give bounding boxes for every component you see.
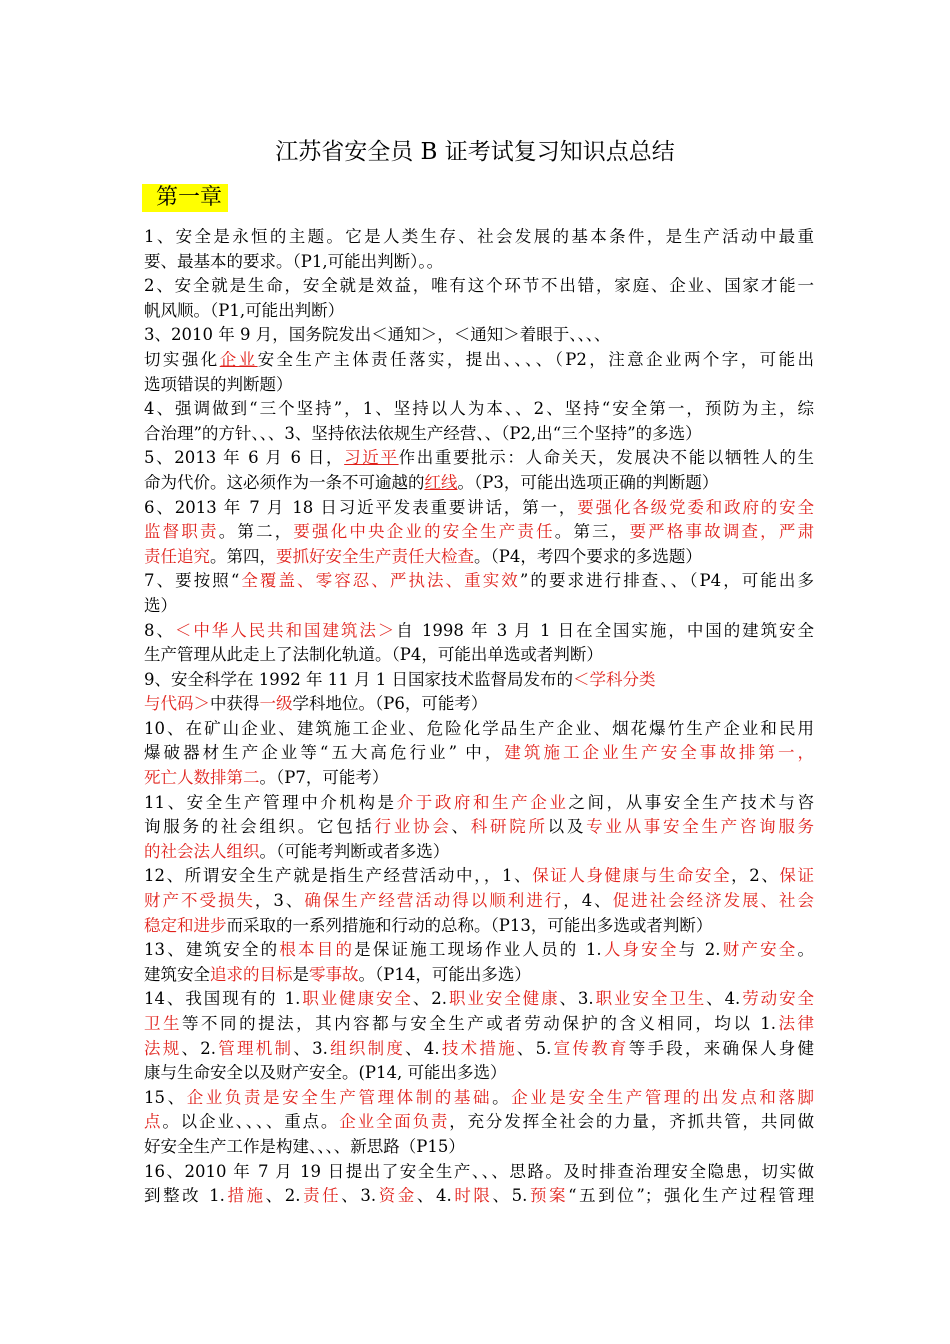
text-line [144, 520, 814, 545]
text-segment: 、2. [181, 1038, 217, 1058]
highlighted-text: 行业协会 [374, 817, 452, 837]
highlighted-text: 财产安全 [720, 940, 798, 960]
highlighted-text: 保证 [779, 866, 815, 886]
text-line [144, 741, 814, 766]
text-segment: 。（P14，可能出多选） [358, 964, 531, 984]
highlighted-text: 稳定和进步 [144, 915, 227, 935]
text-line [144, 397, 814, 422]
highlighted-text: ＜中华人民共和国建筑法＞ [174, 620, 395, 640]
highlighted-text: 责任 [300, 1186, 342, 1206]
text-segment: 、3. [559, 989, 594, 1009]
text-segment: 。（P3，可能出选项正确的判断题） [457, 472, 719, 492]
highlighted-text: 企业负责是安全生产管理体制的基础 [186, 1087, 493, 1107]
text-segment: 学科地位。（P6，可能考） [292, 694, 488, 714]
highlighted-text: 组织制度 [327, 1038, 406, 1058]
text-segment: 、5. [516, 1038, 552, 1058]
highlighted-text: 追求的目标 [210, 964, 293, 984]
highlighted-text: 要严格事故调查，严肃 [629, 522, 815, 542]
highlighted-text: 习近平 [344, 448, 399, 468]
highlighted-text: 零事故 [309, 964, 359, 984]
text-segment: 、3. [341, 1186, 377, 1206]
text-segment: 。（P7，可能考） [259, 768, 389, 788]
text-segment: 选项错误的判断题） [144, 374, 293, 394]
highlighted-text: 根本目的 [279, 940, 355, 960]
highlighted-text: 职业健康安全 [300, 989, 413, 1009]
text-line [144, 545, 814, 570]
highlighted-text: 要强化中央企业的安全生产责任 [293, 522, 555, 542]
text-segment: 而采取的一系列措施和行动的总称。（P13，可能出多选或者判断） [226, 915, 713, 935]
text-segment: 作出重要批示：人命关天，发展决不能以牺牲人的生 [398, 448, 814, 468]
text-line [144, 1184, 814, 1209]
text-segment: 4、强调做到“三个坚持”，1、坚持以人为本、、2、坚持“安全第一，预防为主，综 [144, 399, 814, 419]
text-segment: 。以企业、、、、重点。 [162, 1112, 340, 1132]
document-body [144, 225, 814, 1209]
text-line [144, 1037, 814, 1062]
text-segment: 命为代价。这必须作为一条不可逾越的 [144, 472, 425, 492]
highlighted-text: 要抓好安全生产责任大检查 [276, 546, 474, 566]
text-line [144, 323, 814, 348]
text-line [144, 1061, 814, 1086]
text-segment: 生产管理从此走上了法制化轨道。（P4，可能出单选或者判断） [144, 645, 603, 665]
text-line [144, 987, 814, 1012]
text-segment: 中获得 [210, 694, 260, 714]
highlighted-text: 企业全面负责 [339, 1112, 450, 1132]
highlighted-text: 死亡人数排第二 [144, 768, 260, 788]
text-line [144, 373, 814, 398]
highlighted-text: 宣传教育 [551, 1038, 629, 1058]
highlighted-text: 建筑施工企业生产安全事故排第一， [504, 743, 814, 763]
highlighted-text: 促进社会经济发展、社会 [612, 891, 815, 911]
text-segment: 11、安全生产管理中介机构是 [144, 792, 397, 812]
text-line [144, 1160, 814, 1185]
highlighted-text: 管理机制 [216, 1038, 294, 1058]
highlighted-text: 确保生产经营活动得以顺利进行 [304, 891, 564, 911]
text-line [144, 864, 814, 889]
text-line [144, 963, 814, 988]
text-segment: 切实强化 [144, 349, 220, 369]
text-segment: 等手段，来确保人身健 [628, 1038, 815, 1058]
text-segment: 爆破器材生产企业等“五大高危行业” 中， [144, 743, 505, 763]
highlighted-text: 责任追究 [144, 546, 210, 566]
highlighted-text: 法规 [144, 1038, 182, 1058]
highlighted-text: 与代码＞ [144, 694, 210, 714]
text-segment: ，2、 [731, 866, 780, 886]
highlighted-text: 保证人身健康与生命安全 [532, 866, 732, 886]
highlighted-text: 的社会法人组织 [144, 841, 260, 861]
text-line [144, 496, 814, 521]
text-line [144, 1135, 814, 1160]
text-line [144, 889, 814, 914]
text-segment: 、4. [405, 1038, 440, 1058]
text-segment: 等不同的提法，其内容都与安全生产或者劳动保护的含义相同，均以 1. [182, 1014, 776, 1033]
text-segment: 、5. [492, 1186, 528, 1206]
text-segment: 询服务的社会组织。它包括 [144, 817, 375, 837]
text-segment: 合治理”的方针、、、3、坚持依法依规生产经营、、（P2,出“三个坚持”的多选） [144, 423, 702, 443]
highlighted-text: 人身安全 [601, 940, 679, 960]
text-segment: 16、2010 年 7 月 19 日提出了安全生产、、、思路。及时排查治理安全隐患，切实做 [144, 1161, 814, 1181]
highlighted-text: 介于政府和生产企业 [396, 792, 569, 812]
text-segment: 7、要按照“ [144, 571, 240, 591]
text-segment: 2、安全就是生命，安全就是效益，唯有这个环节不出错，家庭、企业、国家才能一 [144, 276, 814, 296]
text-line [144, 422, 814, 447]
text-segment: 6、2013 年 7 月 18 日习近平发表重要讲话，第一， [144, 497, 578, 517]
text-segment: 与 2. [678, 940, 721, 960]
text-segment: 5、2013 年 6 月 6 日， [144, 448, 345, 468]
highlighted-text: 要强化各级党委和政府的安全 [577, 497, 814, 517]
text-segment: 。第二， [218, 522, 294, 542]
text-segment: ，4、 [563, 891, 613, 911]
text-line [144, 1110, 814, 1135]
text-segment: 、4. [706, 989, 741, 1009]
highlighted-text: 预案 [527, 1186, 569, 1206]
text-segment: 以及 [547, 817, 587, 837]
text-line [144, 619, 814, 644]
text-segment: ，充分发挥全社会的力量，齐抓共管，共同做 [449, 1112, 815, 1132]
text-segment: 1、安全是永恒的主题。它是人类生存、社会发展的基本条件，是生产活动中最重 [144, 227, 814, 246]
text-line [144, 250, 814, 275]
highlighted-text: ＜学科分类 [572, 669, 656, 689]
text-segment: 帆风顺。（P1,可能出判断） [144, 300, 345, 320]
highlighted-text: 职业安全卫生 [593, 989, 707, 1009]
text-segment: 。第三， [554, 522, 630, 542]
text-line [144, 1086, 814, 1111]
document-title: 江苏省安全员 B 证考试复习知识点总结 [275, 139, 675, 165]
text-segment: 。 [797, 940, 815, 960]
highlighted-text: 财产不受损失 [144, 891, 255, 911]
highlighted-text: 法律 [775, 1014, 814, 1033]
text-line [144, 299, 814, 324]
text-line [144, 815, 814, 840]
text-line [144, 914, 814, 939]
highlighted-text: 红线 [424, 472, 458, 492]
text-line [144, 569, 814, 594]
text-segment: 8、 [144, 620, 175, 640]
text-line [144, 471, 814, 496]
text-segment: 12、所谓安全生产就是指生产经营活动中，，1、 [144, 866, 533, 886]
text-segment: ，3、 [254, 891, 305, 911]
text-segment: 康与生命安全以及财产安全。(P14, 可能出多选） [144, 1063, 507, 1083]
text-segment: 自 1998 年 3 月 1 日在全国实施，中国的建筑安全 [394, 620, 814, 640]
text-segment: 选） [144, 595, 177, 615]
text-segment: 9、安全科学在 1992 年 11 月 1 日国家技术监督局发布的 [144, 669, 573, 689]
text-line [144, 225, 814, 250]
highlighted-text: 技术措施 [439, 1038, 517, 1058]
text-line [144, 692, 814, 717]
text-segment: 要、最基本的要求。（P1,可能出判断）。。 [144, 251, 444, 271]
text-segment: 14、我国现有的 1. [144, 989, 301, 1009]
text-segment: 建筑安全 [144, 964, 210, 984]
highlighted-text: 时限 [451, 1186, 493, 1206]
highlighted-text: 全覆盖、零容忍、严执法、重实效 [239, 571, 520, 591]
text-segment: “五到位”；强化生产过程管理 [568, 1186, 815, 1206]
text-segment: 。（P4，考四个要求的多选题） [474, 546, 702, 566]
highlighted-text: 专业从事安全生产咨询服务 [586, 817, 815, 837]
text-segment: 安全生产主体责任落实，提出、、、、（P2，注意企业两个字，可能出 [257, 349, 815, 369]
text-segment: 是保证施工现场作业人员的 1. [354, 940, 602, 960]
text-segment: 之间，从事安全生产技术与咨 [568, 792, 815, 812]
text-segment: 3、2010 年 9 月，国务院发出＜通知＞，＜通知＞着眼于、、、、 [144, 325, 611, 345]
chapter-heading: 第一章 [142, 184, 228, 212]
text-line [144, 446, 814, 471]
text-segment: 。第四， [210, 546, 276, 566]
text-line [144, 594, 814, 619]
text-segment: 、2. [412, 989, 448, 1009]
text-segment: 15、 [144, 1087, 187, 1107]
text-line [144, 791, 814, 816]
text-line [144, 668, 814, 693]
highlighted-text: 卫生 [144, 1014, 183, 1033]
highlighted-text: 点 [144, 1112, 163, 1132]
text-line [144, 1012, 814, 1037]
highlighted-text: 职业安全健康 [447, 989, 560, 1009]
text-segment: 13、建筑安全的 [144, 940, 280, 960]
text-segment: 到整改 1. [144, 1186, 225, 1206]
text-segment: 、3. [293, 1038, 328, 1058]
highlighted-text: 企业是安全生产管理的出发点和落脚 [511, 1087, 815, 1107]
highlighted-text: 劳动安全 [740, 989, 815, 1009]
text-segment: 、4. [416, 1186, 452, 1206]
highlighted-text: 一级 [259, 694, 293, 714]
text-line [144, 766, 814, 791]
text-segment: 。（可能考判断或者多选） [259, 841, 450, 861]
text-line [144, 717, 814, 742]
highlighted-text: 企业 [219, 349, 258, 369]
highlighted-text: 监督职责 [144, 522, 219, 542]
text-line [144, 643, 814, 668]
text-line [144, 840, 814, 865]
text-line [144, 274, 814, 299]
text-segment: 好安全生产工作是构建、、、、新思路（P15） [144, 1136, 465, 1156]
text-segment: 、2. [265, 1186, 301, 1206]
text-segment: 、 [451, 817, 471, 837]
text-segment: 是 [292, 964, 309, 984]
highlighted-text: 资金 [376, 1186, 417, 1206]
text-line [144, 938, 814, 963]
text-line [144, 348, 814, 373]
text-segment: 。 [492, 1087, 512, 1107]
highlighted-text: 科研院所 [470, 817, 548, 837]
highlighted-text: 措施 [224, 1186, 266, 1206]
text-segment: ”的要求进行排查、、（P4，可能出多 [519, 571, 814, 591]
text-segment: 10、在矿山企业、建筑施工企业、危险化学品生产企业、烟花爆竹生产企业和民用 [144, 718, 814, 738]
